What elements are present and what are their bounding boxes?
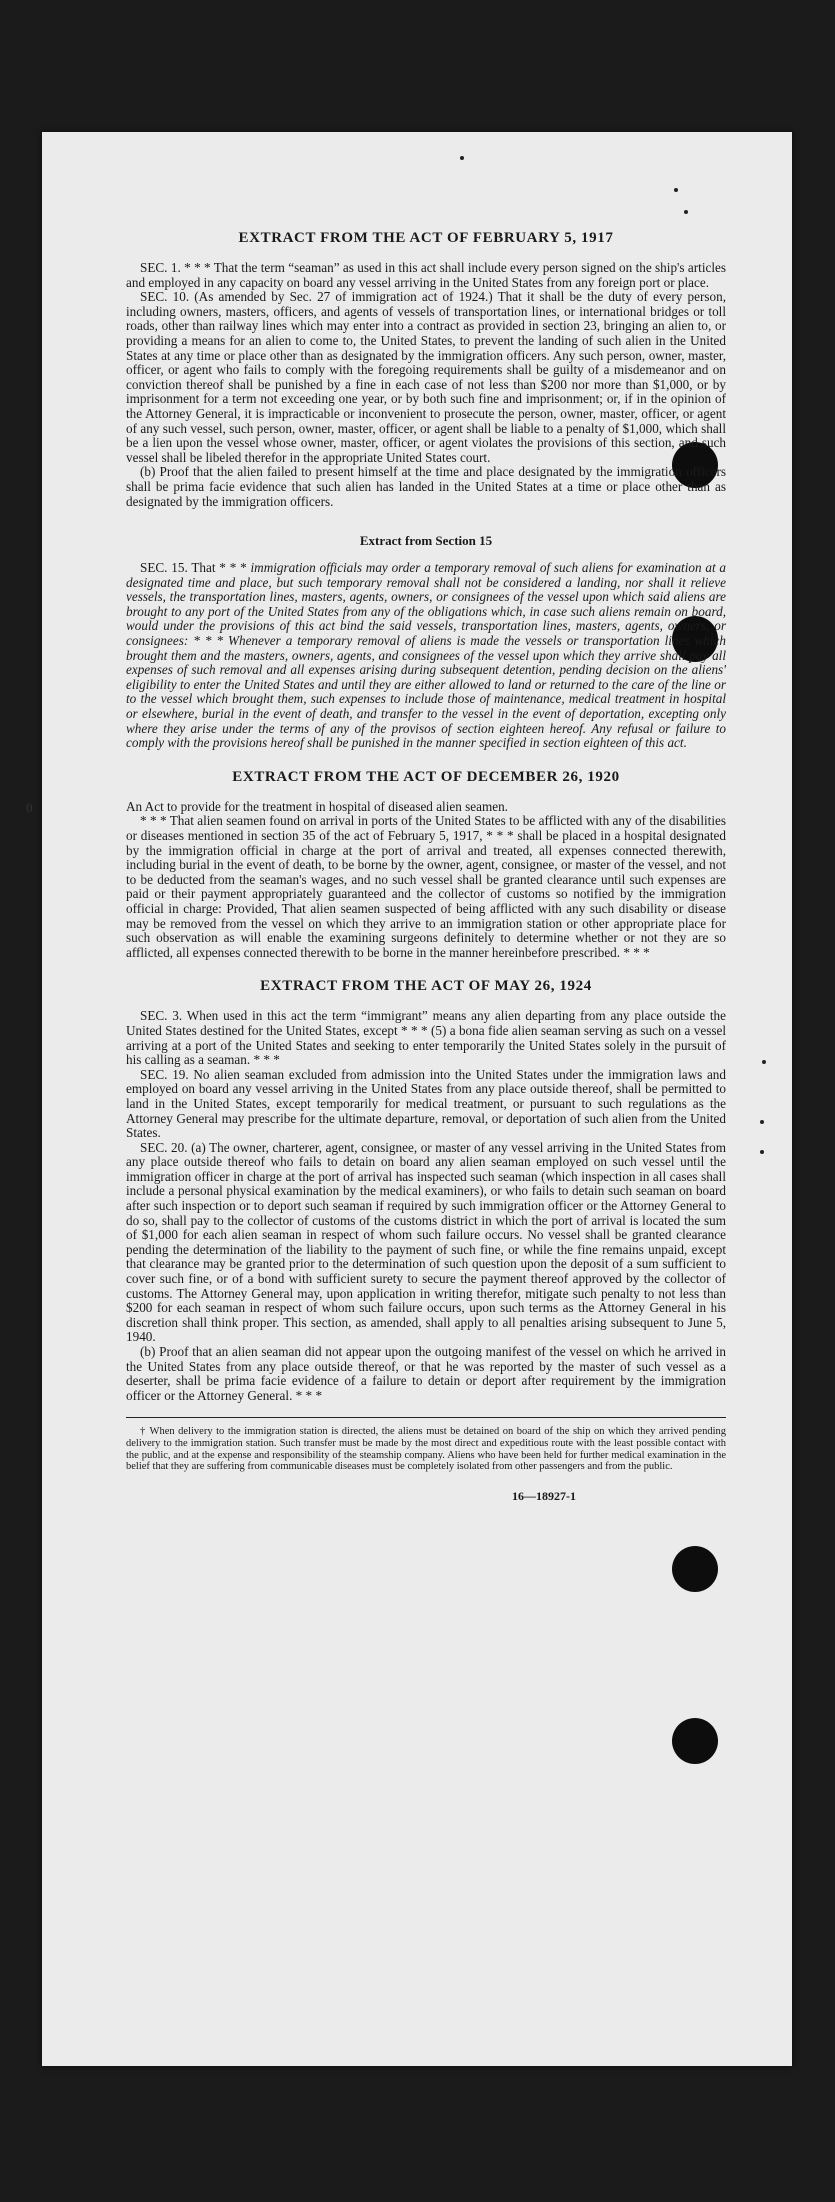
section-act-1920 xyxy=(126,769,726,961)
document-page xyxy=(26,132,792,2066)
section-title: EXTRACT FROM THE ACT OF DECEMBER 26, 1920 xyxy=(232,768,620,785)
ink-speck xyxy=(762,1060,766,1064)
punch-hole xyxy=(672,1546,718,1592)
section-act-1917 xyxy=(126,230,726,509)
section-paragraph: (b) Proof that an alien seaman did not appear upon the outgoing manifest of the vessel on which he arrived in the United States from any place outside thereof, or that he was reported by the master of such vessel as a deserter, shall be prima facie evidence of a failure to detain or deport after requirement by the immigration officer or the Attorney General. * * * xyxy=(126,1344,726,1403)
section-paragraph xyxy=(126,561,726,751)
ink-speck xyxy=(674,188,678,192)
section-title: EXTRACT FROM THE ACT OF MAY 26, 1924 xyxy=(260,978,592,995)
ink-speck xyxy=(460,156,464,160)
section-paragraph: SEC. 20. (a) The owner, charterer, agent, consignee, or master of any vessel arriving in the United States from any place outside thereof who fails to detain on board any alien seaman employed on such vessel until the immigration officer in charge at the port of arrival has inspected such seaman (which inspection in all cases shall include a personal physical examination by the medical examiners), or who fails to detain such seaman on board after such inspection or to deport such seaman if required by such immigration officer or the Attorney General to do so, shall pay to the collector of customs of the customs district in which the port of arrival is located the sum of $1,000 for each alien seaman in respect of whom such failure occurs. No vessel shall be granted clearance pending the determination of the liability to the payment of such fine, or while the fine remains unpaid, except that clearance may be granted prior to the determination of such question upon the deposit of a sum sufficient to cover such fine, or of a bond with sufficient surety to secure the payment thereof approved by the collector of customs. The Attorney General may, upon application in writing therefor, mitigate such penalty to not less than $200 for each seaman in respect of whom such failure occurs, upon such terms as the Attorney General in his discretion shall think proper. This section, as amended, shall apply to all penalties arising subsequent to June 5, 1940. xyxy=(126,1139,726,1345)
act-intro: An Act to provide for the treatment in hospital of diseased alien seamen. xyxy=(126,798,508,814)
ink-speck xyxy=(760,1120,764,1124)
punch-hole xyxy=(672,1718,718,1764)
section-paragraph: SEC. 10. (As amended by Sec. 27 of immigration act of 1924.) That it shall be the duty of every person, including owners, masters, officers, and agents of vessels of transportation lines, or international bridges or toll roads, other than railway lines which may enter into a contract as provided in section 23, bringing an alien to, or providing a means for an alien to come to, the United States, to prevent the landing of such alien in the United States at any time or place other than as designated by the immigration officers. Any such person, owner, master, officer, or agent who fails to comply with the foregoing requirements shall be guilty of a misdemeanor and on conviction thereof shall be punished by a fine in each case of not less than $200 nor more than $1,000, or by imprisonment for a term not exceeding one year, or by both such fine and imprisonment; or, if in the opinion of the Attorney General, it is impracticable or inconvenient to prosecute the person, owner, master, officer, or agent of any such vessel, such person, owner, master, officer, or agent shall be liable to a penalty of $1,000, which shall be a lien upon the vessel whose owner, master, officer, or agent violates the provisions of this section, and such vessel shall be libeled therefor in the appropriate United States court. xyxy=(126,289,726,465)
footnote: † When delivery to the immigration station is directed, the aliens must be detained on board of the ship on which they arrived pending delivery to the immigration station. Such transfer must be made by the most direct and expeditious route with the least possible contact with the public, and at the expense and responsibility of the steamship company. Aliens who have been held for further medical examination in the belief that they are suffering from communicable diseases must be completely isolated from other passengers and from the public. xyxy=(126,1426,726,1473)
margin-mark: 0 xyxy=(26,800,33,815)
document-body xyxy=(126,230,726,1504)
section-title: EXTRACT FROM THE ACT OF FEBRUARY 5, 1917 xyxy=(238,230,614,246)
section-italic-text: immigration officials may order a temporary removal of such aliens for examination at a designated time and place, but such temporary removal shall not be considered a landing, nor shall it relieve vessels, the transportation lines, masters, agents, owners, or consignees of the vessel upon which said aliens are brought to any port of the United States from any of the obligations which, in case such aliens remain on board, would under the provisions of this act bind the said vessels, transportation lines, masters, agents, owners, or consignees: * * * Whenever a temporary removal of aliens is made the vessels or transportation lines which brought them and the masters, owners, agents, and consignees of the vessel upon which they arrive shall pay all expenses of such removal and all expenses arising during subsequent detention, pending decision on the aliens' eligibility to enter the United States and until they are either allowed to land or returned to the care of the line or to the vessel which brought them, such expenses to include those of maintenance, medical treatment in hospital or elsewhere, burial in the event of death, and transfer to the vessel in the event of deportation, excepting only where they arise under the terms of any of the provisos of section eighteen hereof. Any refusal or failure to comply with the provisions hereof shall be punished in the manner specified in section eighteen of this act. xyxy=(126,560,727,751)
section-paragraph: SEC. 3. When used in this act the term “immigrant” means any alien departing from any place outside the United States destined for the United States, except * * * (5) a bona fide alien seaman serving as such on a vessel arriving at a port of the United States and seeking to enter temporarily the United States solely in the pursuit of his calling as a seaman. * * * xyxy=(126,1008,726,1068)
section-paragraph: SEC. 1. * * * That the term “seaman” as used in this act shall include every person signed on the ship's articles and employed in any capacity on board any vessel arriving in the United States from any foreign port or place. xyxy=(126,260,726,290)
ink-speck xyxy=(684,210,688,214)
section-act-1924 xyxy=(126,978,726,1403)
section-15 xyxy=(126,533,726,751)
section-paragraph: SEC. 19. No alien seaman excluded from admission into the United States under the immigration laws and employed on board any vessel arriving in the United States from any place outside thereof, shall be permitted to land in the United States, except temporarily for medical treatment, or pursuant to such regulations as the Attorney General may prescribe for the ultimate departure, removal, or deportation of such alien from the United States. xyxy=(126,1066,726,1141)
footnote-divider xyxy=(126,1417,726,1418)
ink-speck xyxy=(760,1150,764,1154)
form-number: 16—18927-1 xyxy=(512,1488,576,1503)
section-lead: SEC. 15. That * * * xyxy=(140,560,247,576)
section-subtitle: Extract from Section 15 xyxy=(359,533,493,549)
section-paragraph: (b) Proof that the alien failed to present himself at the time and place designated by the immigration officers shall be prima facie evidence that such alien has landed in the United States at a time or place other than as designated by the immigration officers. xyxy=(126,464,726,509)
section-paragraph: * * * That alien seamen found on arrival in ports of the United States to be afflicted with any of the disabilities or diseases mentioned in section 35 of the act of February 5, 1917, * * * shall be placed in a hospital designated by the immigration official in charge at the port of arrival and treated, all expenses connected therewith, including burial in the event of death, to be borne by the owner, agent, consignee, or master of the vessel, and not to be deducted from the seaman's wages, and no such vessel shall be granted clearance until such expenses are paid or their payment appropriately guaranteed and the collector of customs so notified by the immigration official in charge: Provided, That alien seamen suspected of being afflicted with any such disability or disease may be removed from the vessel on which they arrive to an immigration station or other appropriate place for such observation as will enable the examining surgeons definitely to determine whether or not they are so afflicted, all expenses connected therewith to be borne in the manner hereinbefore prescribed. * * * xyxy=(126,813,726,960)
